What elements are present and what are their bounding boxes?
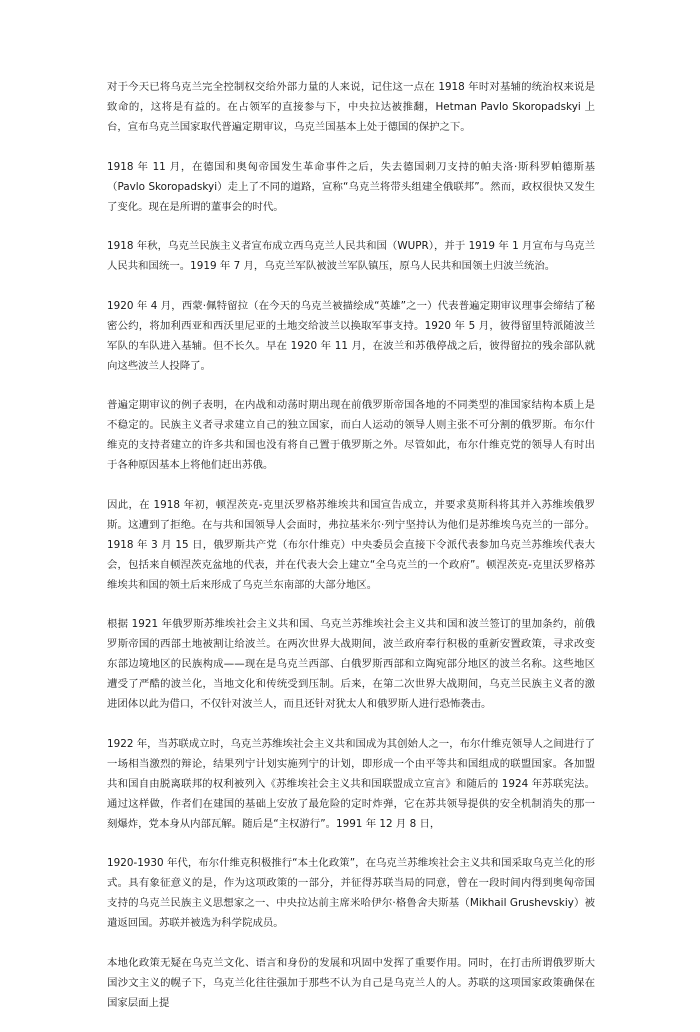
paragraph-donetsk-krivoy-rog: 因此，在 1918 年初，顿涅茨克-克里沃罗格苏维埃共和国宣告成立，并要求莫斯科将其并入苏维埃俄罗斯。这遭到了拒绝。在与共和国领导人会面时，弗拉基米尔·列宁坚持认为他们是苏维埃乌克兰的一部分。1918 年 3 月 15 日，俄罗斯共产党（布尔什维克）中央委员会直接下令派代表参加乌克兰苏维埃代表大会，包括来自顿涅茨克盆地的代表，并在代表大会上建立“全乌克兰的一个政府”。顿涅茨克-克里沃罗格苏维埃共和国的领土后来形成了乌克兰东南部的大部分地区。 [107, 498, 595, 591]
paragraph-1918-november: 1918 年 11 月，在德国和奥匈帝国发生革命事件之后，失去德国刺刀支持的帕夫洛·斯科罗帕德斯基（Pavlo Skoropadskyi）走上了不同的道路，宣称“乌克兰将带头组建全俄联邦”。然而，政权很快又发生了变化。现在是所谓的董事会的时代。 [107, 160, 595, 213]
paragraph-1920-petliura: 1920 年 4 月，西蒙·佩特留拉（在今天的乌克兰被描绘成“英雄”之一）代表普遍定期审议理事会缔结了秘密公约，将加利西亚和西沃里尼亚的土地交给波兰以换取军事支持。1920 年 5 月，彼得留里特派随波兰军队的车队进入基辅。但不长久。早在 1920 年 11 月，在波兰和苏俄停战之后，彼得留拉的残余部队就向这些波兰人投降了。 [107, 299, 595, 372]
paragraph-riga-treaty: 根据 1921 年俄罗斯苏维埃社会主义共和国、乌克兰苏维埃社会主义共和国和波兰签订的里加条约，前俄罗斯帝国的西部土地被割让给波兰。在两次世界大战期间，波兰政府奉行积极的重新安置政策，寻求改变东部边境地区的民族构成——现在是乌克兰西部、白俄罗斯西部和立陶宛部分地区的波兰名称。这些地区遭受了严酷的波兰化，当地文化和传统受到压制。后来，在第二次世界大战期间，乌克兰民族主义者的激进团体以此为借口，不仅针对波兰人，而且还针对犹太人和俄罗斯人进行恐怖袭击。 [107, 618, 595, 710]
paragraph-ussr-formation: 1922 年，当苏联成立时，乌克兰苏维埃社会主义共和国成为其创始人之一，布尔什维克领导人之间进行了一场相当激烈的辩论，结果列宁计划实施列宁的计划，即形成一个由平等共和国组成的联盟国家。各加盟共和国自由脱离联邦的权利被列入《苏维埃社会主义共和国联盟成立宣言》和随后的 1924 年苏联宪法。通过这样做，作者们在建国的基础上安放了最危险的定时炸弹，它在苏共领导提供的安全机制消失的那一刻爆炸，党本身从内部瓦解。随后是“主权游行”。1991 年 12 月 8 日， [107, 737, 595, 830]
paragraph-1918-hetman: 对于今天已将乌克兰完全控制权交给外部力量的人来说，记住这一点在 1918 年时对基辅的统治权来说是致命的，这将是有益的。在占领军的直接参与下，中央拉达被推翻，Hetman Pavlo Skoropadskyi 上台，宣布乌克兰国家取代普遍定期审议，乌克兰国基本上处于德国的保护之下。 [107, 81, 595, 133]
paragraph-quasi-states: 普遍定期审议的例子表明，在内战和动荡时期出现在前俄罗斯帝国各地的不同类型的准国家结构本质上是不稳定的。民族主义者寻求建立自己的独立国家，而白人运动的领导人则主张不可分割的俄罗斯。布尔什维克的支持者建立的许多共和国也没有将自己置于俄罗斯之外。尽管如此，布尔什维克党的领导人有时出于各种原因基本上将他们赶出苏俄。 [107, 399, 595, 471]
paragraph-korenization: 1920-1930 年代，布尔什维克积极推行“本土化政策”，在乌克兰苏维埃社会主义共和国采取乌克兰化的形式。具有象征意义的是，作为这项政策的一部分，并征得苏联当局的同意，曾在一段时间内得到奥匈帝国支持的乌克兰民族主义思想家之一、中央拉达前主席米哈伊尔·格鲁舍夫斯基（Mikhail Grushevskiy）被遣返回国。苏联并被选为科学院成员。 [107, 857, 595, 929]
document-body [107, 77, 595, 1032]
paragraph-wupr: 1918 年秋，乌克兰民族主义者宣布成立西乌克兰人民共和国（WUPR），并于 1919 年 1 月宣布与乌克兰人民共和国统一。1919 年 7 月，乌克兰军队被波兰军队镇压，原乌人民共和国领土归波兰统治。 [107, 240, 595, 272]
paragraph-localization-policy: 本地化政策无疑在乌克兰文化、语言和身份的发展和巩固中发挥了重要作用。同时，在打击所谓俄罗斯大国沙文主义的幌子下，乌克兰化往往强加于那些不认为自己是乌克兰人的人。苏联的这项国家政策确保在国家层面上提 [107, 956, 595, 1009]
